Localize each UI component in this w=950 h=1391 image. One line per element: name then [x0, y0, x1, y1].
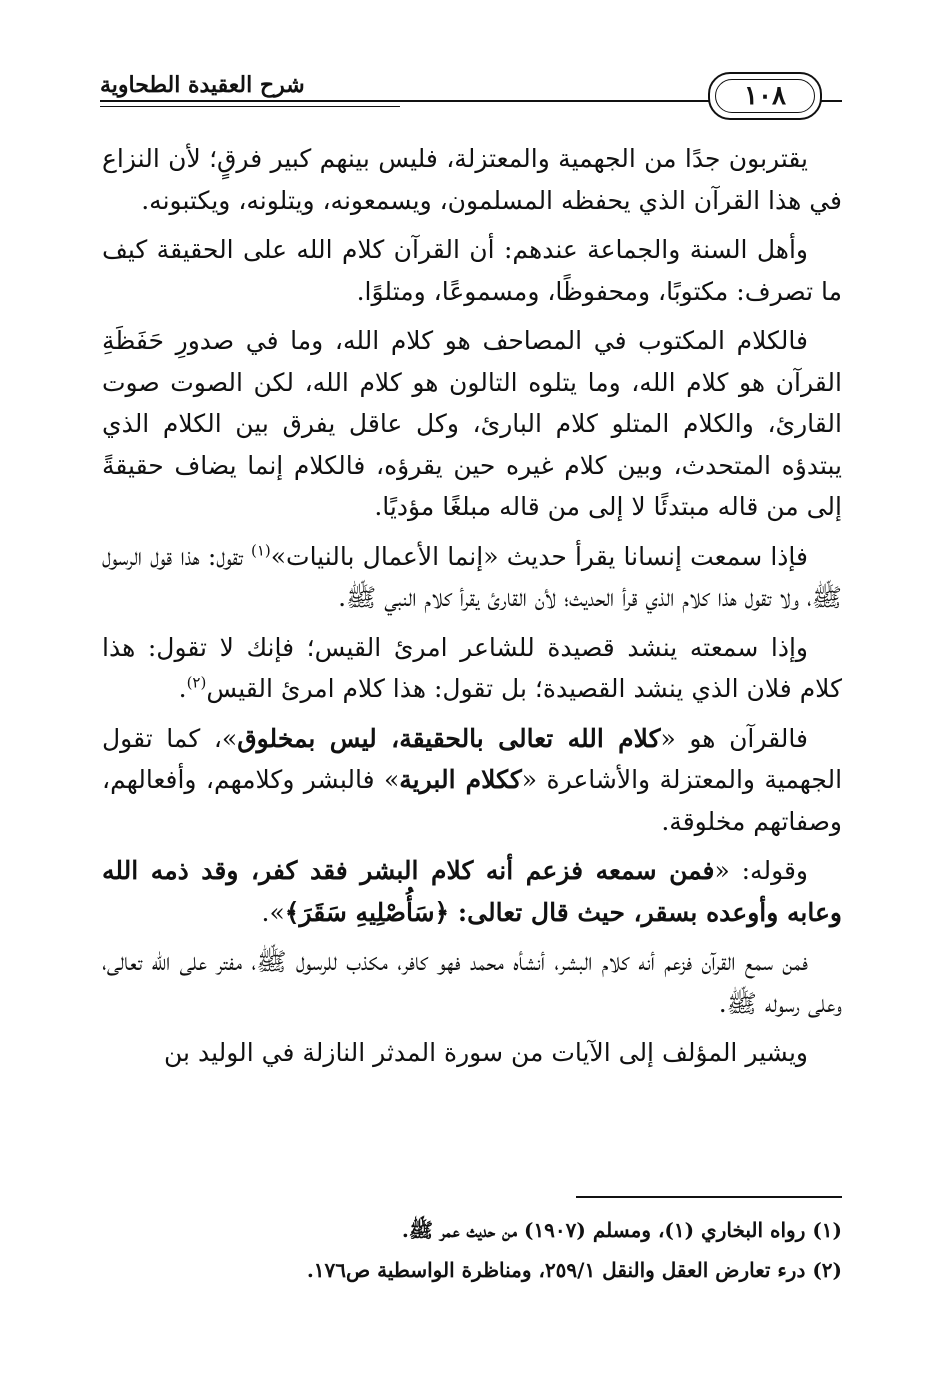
- footnote: (٢) درء تعارض العقل والنقل ٢٥٩/١، ومناظرة الواسطية ص١٧٦.: [306, 1258, 842, 1282]
- paragraph: [102, 850, 842, 933]
- paragraph: فالكلام المكتوب في المصاحف هو كلام الله، وما في صدورِ حَفَظَةِ القرآن هو كلام الله، وما يتلوه التالون هو كلام الله، لكن الصوت صوت القارئ، والكلام المتلو كلام البارئ، وكل عاقل يفرق بين الكلام الذي يبتدؤه المتحدث، وبين كلام غيره حين يقرؤه، فالكلام إنما يضاف حقيقةً إلى من قاله مبتدئًا لا إلى من قاله مبلغًا مؤديًا.: [102, 326, 842, 521]
- page-header: [100, 62, 842, 122]
- paragraph: وأهل السنة والجماعة عندهم: أن القرآن كلام الله على الحقيقة كيف ما تصرف: مكتوبًا، ومحفوظًا، ومسموعًا، ومتلوًا.: [102, 235, 842, 306]
- paragraph: ويشير المؤلف إلى الآيات من سورة المدثر النازلة في الوليد بن: [164, 1038, 808, 1067]
- paragraph: يقتربون جدًا من الجهمية والمعتزلة، فليس بينهم كبير فرقٍ؛ لأن النزاع في هذا القرآن الذي يحفظه المسلمون، ويسمعونه، ويتلونه، ويكتبونه.: [102, 144, 842, 215]
- paragraph-text: فإذا سمعت إنسانا يقرأ حديث «إنما الأعمال بالنيات»: [270, 541, 808, 571]
- header-rule-thin: [100, 106, 400, 107]
- paragraph-text: تقول: هذا قول الرسول ﷺ، ولا تقول هذا كلام الذي قرأ الحديث؛ لأن القارئ يقرأ كلام النبي ﷺ.: [102, 541, 842, 612]
- paragraph: [102, 718, 842, 843]
- paragraph-text: ».: [261, 897, 285, 927]
- paragraph-text: وإذا سمعته ينشد قصيدة للشاعر امرئ القيس؛ فإنك لا تقول: هذا كلام فلان الذي ينشد القصيدة؛ بل تقول: هذا كلام امرئ القيس: [102, 632, 842, 703]
- quoted-text: فمن سمعه فزعم أنه كلام البشر فقد كفر، وقد ذمه الله وعابه وأوعده بسقر، حيث قال تعالى: ﴿سَأُصْلِيهِ سَقَرَ﴾: [102, 856, 842, 927]
- book-title: شرح العقيدة الطحاوية: [100, 72, 315, 98]
- footnote-divider: [576, 1196, 842, 1198]
- paragraph: فمن سمع القرآن فزعم أنه كلام البشر، أنشأه محمد فهو كافر، مكذب للرسول ﷺ، مفتر على الله تعالى، وعلى رسوله ﷺ.: [102, 947, 842, 1018]
- quoted-text: كلام الله تعالى بالحقيقة، ليس بمخلوق: [237, 723, 661, 753]
- paragraph-text: »، كما تقول الجهمية والمعتزلة والأشاعرة «: [102, 723, 843, 794]
- page-number: ١٠٨: [744, 81, 786, 111]
- paragraph-text: فالقرآن هو «: [660, 723, 808, 753]
- page-number-badge: [708, 72, 822, 120]
- paragraph-text: وقوله: «: [714, 856, 809, 885]
- paragraph-text: .: [178, 674, 187, 703]
- quoted-text: ككلام البرية: [399, 765, 522, 794]
- paragraph-text: » فالبشر وكلامهم، وأفعالهم، وصفاتهم مخلوقة.: [102, 765, 842, 836]
- footnotes: [102, 1210, 842, 1290]
- footnote: (١) رواه البخاري (١)، ومسلم (١٩٠٧) من حديث عمر ﷺ.: [401, 1218, 842, 1242]
- footnote-ref: (١): [250, 541, 271, 560]
- paragraph: [102, 627, 842, 710]
- paragraph: [102, 536, 842, 619]
- main-text: [102, 138, 842, 1082]
- footnote-ref: (٢): [186, 673, 207, 692]
